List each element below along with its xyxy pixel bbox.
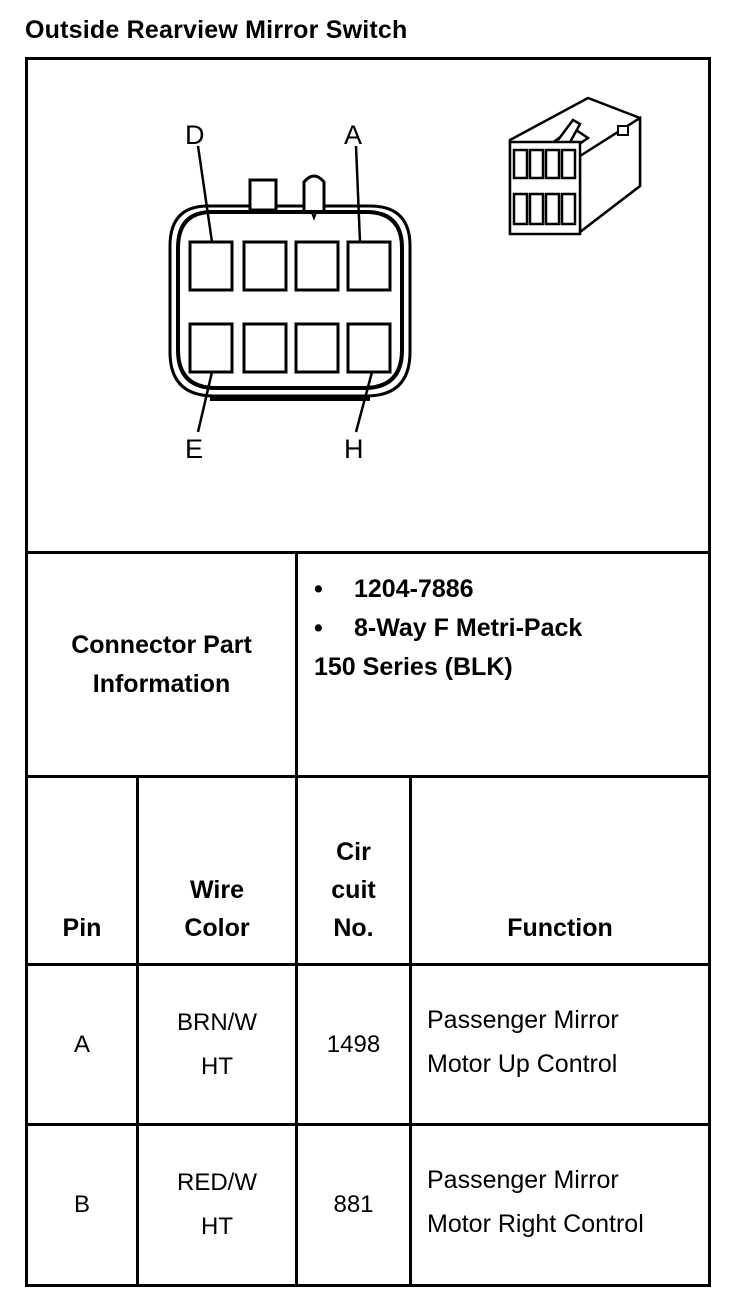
cavity-c (244, 242, 286, 290)
page-title: Outside Rearview Mirror Switch (25, 16, 408, 44)
pin-cavities (190, 242, 390, 372)
header-pin: Pin (62, 914, 102, 942)
header-function: Function (507, 914, 613, 942)
bullet: • (314, 614, 323, 642)
row-b-circuit: 881 (333, 1191, 374, 1218)
bullet: • (314, 575, 323, 603)
connector-3d-cav-8 (562, 194, 575, 224)
leader-e (198, 372, 212, 432)
pin-label-e: E (185, 434, 204, 464)
connector-3d-window (618, 126, 628, 135)
pin-label-h: H (344, 434, 364, 464)
part-info-label-line1: Connector Part (71, 630, 252, 659)
connector-3d-cav-2 (530, 150, 543, 178)
row-b-function: Passenger Mirror Motor Right Control (427, 1166, 644, 1238)
row-a-pin: A (73, 1030, 90, 1058)
cavity-e (190, 324, 232, 372)
header-wire-color: Wire Color (184, 876, 250, 942)
cavity-a (348, 242, 390, 290)
part-info-label (28, 554, 295, 775)
connector-diagram (28, 60, 708, 554)
connector-series: 150 Series (BLK) (314, 653, 513, 681)
row-b-wire-color: RED/W HT (177, 1169, 257, 1240)
connector-3d-cav-3 (546, 150, 559, 178)
part-number: 1204-7886 (354, 575, 474, 603)
cavity-d (190, 242, 232, 290)
header-circuit-no: Cir cuit No. (331, 838, 376, 942)
leader-a (356, 146, 360, 242)
divider-part-info-vertical (295, 554, 298, 775)
part-number-item (314, 570, 582, 609)
connector-table (25, 57, 711, 1287)
cavity-g (296, 324, 338, 372)
connector-3d-cav-4 (562, 150, 575, 178)
pin-label-a: A (344, 120, 363, 150)
connector-3d-icon (510, 98, 640, 234)
connector-3d-cav-1 (514, 150, 527, 178)
connector-3d-cav-5 (514, 194, 527, 224)
leader-h (356, 372, 372, 432)
row-b-pin: B (73, 1191, 90, 1218)
cavity-f (244, 324, 286, 372)
connector-type: 8-Way F Metri-Pack (354, 614, 583, 642)
row-a-function: Passenger Mirror Motor Up Control (427, 1006, 619, 1078)
pin-label-d: D (185, 120, 205, 150)
part-info-label-line2: Information (92, 669, 231, 698)
connector-3d-cav-6 (530, 194, 543, 224)
connector-top-key (304, 176, 324, 210)
connector-3d-cav-7 (546, 194, 559, 224)
part-info-values (314, 570, 582, 687)
connector-top-latch (250, 180, 276, 210)
row-a-circuit: 1498 (326, 1030, 381, 1058)
leader-d (198, 146, 212, 242)
connector-type-item (314, 609, 582, 648)
cavity-h (348, 324, 390, 372)
cavity-b (296, 242, 338, 290)
row-a-wire-color: BRN/W HT (177, 1008, 257, 1080)
